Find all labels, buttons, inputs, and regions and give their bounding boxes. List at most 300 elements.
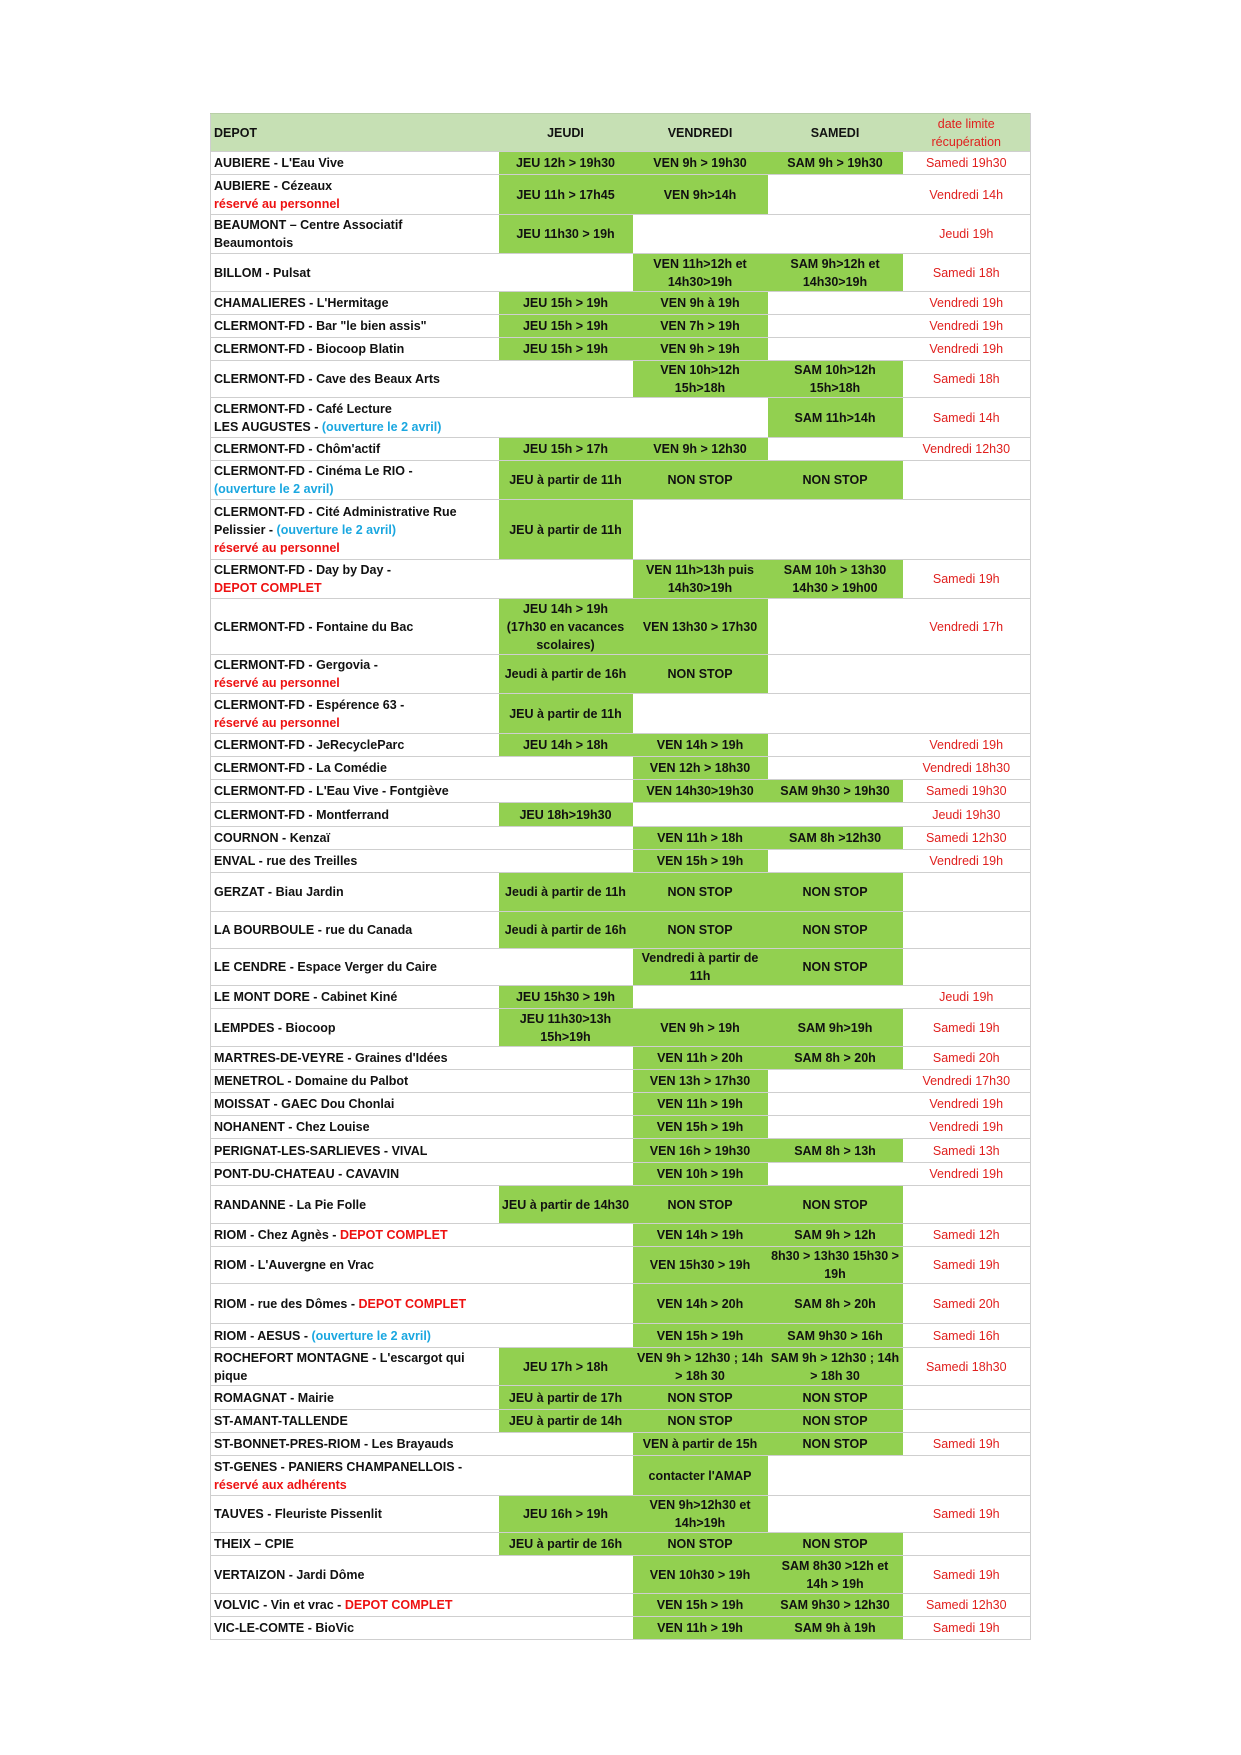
depot-note-opening: (ouverture le 2 avril)	[311, 1328, 431, 1343]
slot-samedi: SAM 8h >12h30	[768, 827, 903, 850]
depot-name	[211, 694, 499, 734]
table-row	[211, 292, 1031, 315]
slot-samedi: NON STOP	[768, 873, 903, 912]
table-row	[211, 1456, 1031, 1496]
table-row	[211, 803, 1031, 827]
slot-samedi: SAM 9h > 12h	[768, 1224, 903, 1247]
depot-name	[211, 1009, 499, 1047]
slot-samedi	[768, 292, 903, 315]
slot-jeudi: JEU 17h > 18h	[499, 1348, 633, 1386]
depot-name-text: RANDANNE - La Pie Folle	[214, 1197, 367, 1212]
slot-jeudi	[499, 1139, 633, 1163]
depot-note-red: DEPOT COMPLET	[358, 1296, 467, 1311]
date-limite: Jeudi 19h	[903, 986, 1031, 1009]
table-row	[211, 873, 1031, 912]
depot-name-text: CLERMONT-FD - JeRecycleParc	[214, 738, 405, 752]
depot-name-text: CLERMONT-FD - Espérence 63 -	[214, 697, 405, 712]
depot-note-opening: (ouverture le 2 avril)	[321, 419, 442, 434]
table-row	[211, 1533, 1031, 1556]
date-limite	[903, 912, 1031, 949]
date-limite: Samedi 19h	[903, 1247, 1031, 1284]
slot-vendredi: VEN 9h > 19h	[633, 338, 768, 361]
table-row	[211, 1617, 1031, 1640]
depot-name-text: LA BOURBOULE - rue du Canada	[214, 923, 413, 937]
table-row	[211, 1224, 1031, 1247]
slot-jeudi: JEU 15h > 19h	[499, 292, 633, 315]
depot-name	[211, 1116, 499, 1139]
date-limite	[903, 1186, 1031, 1224]
depot-name-text: RIOM - Chez Agnès -	[214, 1228, 340, 1242]
slot-samedi: SAM 9h30 > 19h30	[768, 780, 903, 803]
slot-jeudi	[499, 1047, 633, 1070]
date-limite: Samedi 20h	[903, 1284, 1031, 1324]
date-limite: Vendredi 12h30	[903, 438, 1031, 461]
depot-name	[211, 1093, 499, 1116]
table-row	[211, 254, 1031, 292]
depot-name-text: COURNON - Kenzaï	[214, 831, 330, 845]
slot-jeudi	[499, 1556, 633, 1594]
slot-jeudi: JEU 15h > 19h	[499, 315, 633, 338]
depot-name-text: CLERMONT-FD - Gergovia -	[214, 658, 378, 672]
date-limite: Samedi 12h30	[903, 827, 1031, 850]
date-limite: Vendredi 19h	[903, 1163, 1031, 1186]
depot-name-text: THEIX – CPIE	[214, 1537, 294, 1551]
depot-name-text: VOLVIC - Vin et vrac -	[214, 1598, 345, 1612]
table-row	[211, 338, 1031, 361]
table-row	[211, 694, 1031, 734]
slot-samedi: NON STOP	[768, 1533, 903, 1556]
table-row	[211, 599, 1031, 655]
depot-name-text: CLERMONT-FD - Montferrand	[214, 807, 389, 822]
slot-vendredi: VEN 9h > 19h	[633, 1009, 768, 1047]
depot-name	[211, 215, 499, 254]
slot-vendredi: VEN 9h > 19h30	[633, 152, 768, 175]
slot-jeudi	[499, 780, 633, 803]
slot-vendredi: VEN 11h > 20h	[633, 1047, 768, 1070]
depot-name	[211, 949, 499, 986]
slot-samedi: SAM 9h > 19h30	[768, 152, 903, 175]
slot-jeudi: JEU 12h > 19h30	[499, 152, 633, 175]
depot-name	[211, 1139, 499, 1163]
slot-vendredi: NON STOP	[633, 912, 768, 949]
slot-jeudi	[499, 949, 633, 986]
table-row	[211, 1247, 1031, 1284]
date-limite	[903, 694, 1031, 734]
depot-name-text: CLERMONT-FD - Bar "le bien assis"	[214, 319, 427, 333]
slot-samedi: 8h30 > 13h30 15h30 > 19h	[768, 1247, 903, 1284]
depot-name	[211, 1247, 499, 1284]
table-row	[211, 560, 1031, 599]
depot-name-text: Pelissier -	[214, 522, 277, 537]
table-row	[211, 1324, 1031, 1348]
depot-name	[211, 1224, 499, 1247]
slot-vendredi	[633, 986, 768, 1009]
table-row	[211, 215, 1031, 254]
depot-name	[211, 560, 499, 599]
depot-name-text: LE MONT DORE - Cabinet Kiné	[214, 990, 398, 1004]
slot-vendredi: NON STOP	[633, 1386, 768, 1410]
table-row	[211, 1186, 1031, 1224]
slot-vendredi: VEN 11h > 19h	[633, 1617, 768, 1640]
date-limite: Vendredi 19h	[903, 292, 1031, 315]
slot-vendredi: VEN 13h > 17h30	[633, 1070, 768, 1093]
depot-name	[211, 912, 499, 949]
depot-name	[211, 986, 499, 1009]
slot-jeudi: JEU à partir de 11h	[499, 694, 633, 734]
slot-samedi: SAM 9h30 > 16h	[768, 1324, 903, 1348]
slot-samedi: NON STOP	[768, 1186, 903, 1224]
depot-name	[211, 398, 499, 438]
slot-samedi	[768, 1070, 903, 1093]
depot-name	[211, 599, 499, 655]
depot-note-red: réservé au personnel	[214, 196, 340, 211]
slot-vendredi: VEN 11h>13h puis 14h30>19h	[633, 560, 768, 599]
slot-samedi	[768, 599, 903, 655]
depot-name-text: ST-GENES - PANIERS CHAMPANELLOIS -	[214, 1459, 463, 1474]
slot-samedi: SAM 8h > 20h	[768, 1047, 903, 1070]
depot-name-text: CLERMONT-FD - Day by Day -	[214, 563, 392, 577]
table-row	[211, 438, 1031, 461]
slot-jeudi	[499, 361, 633, 398]
depot-note-red: réservé au personnel	[214, 715, 340, 730]
table-row	[211, 1139, 1031, 1163]
slot-jeudi: JEU à partir de 16h	[499, 1533, 633, 1556]
slot-vendredi: VEN 10h>12h 15h>18h	[633, 361, 768, 398]
table-row	[211, 1284, 1031, 1324]
depot-name-text: MOISSAT - GAEC Dou Chonlai	[214, 1097, 395, 1111]
slot-samedi: SAM 10h > 13h30 14h30 > 19h00	[768, 560, 903, 599]
depot-name	[211, 1433, 499, 1456]
table-row	[211, 1410, 1031, 1433]
depot-name-text: CLERMONT-FD - Chôm'actif	[214, 442, 381, 456]
date-limite: Samedi 19h	[903, 1433, 1031, 1456]
slot-vendredi: VEN 14h > 19h	[633, 734, 768, 757]
slot-jeudi: JEU 11h30>13h 15h>19h	[499, 1009, 633, 1047]
depot-name-text: CLERMONT-FD - Cité Administrative Rue	[214, 504, 457, 519]
table-row	[211, 655, 1031, 694]
slot-vendredi: VEN 11h > 19h	[633, 1093, 768, 1116]
depot-name-text: RIOM - L'Auvergne en Vrac	[214, 1258, 374, 1272]
table-row	[211, 1348, 1031, 1386]
date-limite	[903, 1456, 1031, 1496]
table-row	[211, 1556, 1031, 1594]
slot-vendredi: VEN 9h à 19h	[633, 292, 768, 315]
depot-name	[211, 500, 499, 560]
slot-samedi: NON STOP	[768, 461, 903, 500]
depot-name-text: CLERMONT-FD - Fontaine du Bac	[214, 619, 414, 634]
slot-samedi: SAM 11h>14h	[768, 398, 903, 438]
slot-samedi: SAM 9h>19h	[768, 1009, 903, 1047]
slot-vendredi: NON STOP	[633, 1186, 768, 1224]
slot-jeudi: JEU 14h > 18h	[499, 734, 633, 757]
depot-name-text: PERIGNAT-LES-SARLIEVES - VIVAL	[214, 1143, 428, 1158]
depot-note-red: réservé aux adhérents	[214, 1477, 347, 1492]
depot-name-text: PONT-DU-CHATEAU - CAVAVIN	[214, 1167, 400, 1181]
depot-name	[211, 1186, 499, 1224]
depot-name	[211, 757, 499, 780]
slot-samedi: NON STOP	[768, 1433, 903, 1456]
slot-vendredi: VEN 15h30 > 19h	[633, 1247, 768, 1284]
slot-samedi: SAM 10h>12h 15h>18h	[768, 361, 903, 398]
depot-name-text: NOHANENT - Chez Louise	[214, 1120, 370, 1134]
slot-jeudi	[499, 1284, 633, 1324]
date-limite: Vendredi 19h	[903, 338, 1031, 361]
depot-note-opening: (ouverture le 2 avril)	[276, 522, 397, 537]
slot-vendredi: NON STOP	[633, 1533, 768, 1556]
depot-name-text: CLERMONT-FD - Café Lecture	[214, 401, 392, 416]
depot-name	[211, 1163, 499, 1186]
slot-vendredi: VEN 9h>12h30 et 14h>19h	[633, 1496, 768, 1533]
date-limite	[903, 1386, 1031, 1410]
slot-jeudi: JEU 11h30 > 19h	[499, 215, 633, 254]
slot-jeudi	[499, 1247, 633, 1284]
date-limite	[903, 1533, 1031, 1556]
date-limite	[903, 949, 1031, 986]
header-date-limite: date limite récupération	[903, 114, 1031, 152]
date-limite: Samedi 12h30	[903, 1594, 1031, 1617]
table-row	[211, 827, 1031, 850]
slot-vendredi: VEN 14h30>19h30	[633, 780, 768, 803]
slot-jeudi: Jeudi à partir de 11h	[499, 873, 633, 912]
slot-jeudi	[499, 1617, 633, 1640]
depot-name-text: GERZAT - Biau Jardin	[214, 885, 344, 899]
date-limite: Samedi 20h	[903, 1047, 1031, 1070]
slot-jeudi	[499, 1594, 633, 1617]
slot-vendredi: contacter l'AMAP	[633, 1456, 768, 1496]
slot-vendredi: VEN à partir de 15h	[633, 1433, 768, 1456]
date-limite: Vendredi 19h	[903, 1093, 1031, 1116]
table-row	[211, 1116, 1031, 1139]
slot-jeudi	[499, 560, 633, 599]
slot-jeudi: JEU 14h > 19h (17h30 en vacances scolaires)	[499, 599, 633, 655]
table-row	[211, 1594, 1031, 1617]
depot-name-text: ST-AMANT-TALLENDE	[214, 1414, 348, 1428]
depot-name-text: VERTAIZON - Jardi Dôme	[214, 1567, 365, 1582]
slot-jeudi: JEU à partir de 14h	[499, 1410, 633, 1433]
slot-vendredi: VEN 14h > 20h	[633, 1284, 768, 1324]
depot-name	[211, 827, 499, 850]
date-limite	[903, 500, 1031, 560]
slot-jeudi: JEU 16h > 19h	[499, 1496, 633, 1533]
depot-name-text: Beaumontois	[214, 236, 294, 250]
slot-vendredi: Vendredi à partir de 11h	[633, 949, 768, 986]
depot-name-text: ROCHEFORT MONTAGNE - L'escargot qui	[214, 1350, 465, 1365]
depot-name	[211, 254, 499, 292]
date-limite: Vendredi 19h	[903, 315, 1031, 338]
date-limite: Samedi 19h	[903, 1009, 1031, 1047]
date-limite: Vendredi 17h	[903, 599, 1031, 655]
depot-name-text: LE CENDRE - Espace Verger du Caire	[214, 960, 437, 974]
depot-name	[211, 873, 499, 912]
slot-vendredi: VEN 11h>12h et 14h30>19h	[633, 254, 768, 292]
slot-vendredi: VEN 11h > 18h	[633, 827, 768, 850]
depot-name	[211, 1386, 499, 1410]
depot-name	[211, 780, 499, 803]
depot-name-text: CLERMONT-FD - Cinéma Le RIO -	[214, 464, 413, 478]
slot-jeudi: JEU à partir de 14h30	[499, 1186, 633, 1224]
depot-name-text: MENETROL - Domaine du Palbot	[214, 1074, 409, 1088]
depot-name-text: ST-BONNET-PRES-RIOM - Les Brayauds	[214, 1437, 454, 1451]
slot-vendredi: VEN 10h > 19h	[633, 1163, 768, 1186]
depot-name	[211, 1496, 499, 1533]
slot-samedi: NON STOP	[768, 912, 903, 949]
depot-name	[211, 1556, 499, 1594]
depot-name	[211, 1456, 499, 1496]
depot-note-opening: (ouverture le 2 avril)	[214, 482, 334, 496]
table-row	[211, 1496, 1031, 1533]
slot-samedi: NON STOP	[768, 949, 903, 986]
slot-jeudi	[499, 1093, 633, 1116]
depot-name	[211, 1047, 499, 1070]
depot-name-text: VIC-LE-COMTE - BioVic	[214, 1621, 355, 1635]
depot-name-text: pique	[214, 1368, 248, 1383]
depot-name	[211, 315, 499, 338]
slot-vendredi: VEN 7h > 19h	[633, 315, 768, 338]
slot-vendredi: VEN 12h > 18h30	[633, 757, 768, 780]
slot-samedi	[768, 175, 903, 215]
depot-name	[211, 1348, 499, 1386]
depot-name	[211, 734, 499, 757]
slot-vendredi: VEN 10h30 > 19h	[633, 1556, 768, 1594]
date-limite	[903, 873, 1031, 912]
slot-jeudi	[499, 850, 633, 873]
date-limite: Samedi 13h	[903, 1139, 1031, 1163]
table-row	[211, 315, 1031, 338]
slot-samedi	[768, 215, 903, 254]
slot-vendredi: NON STOP	[633, 655, 768, 694]
depot-schedule-table	[210, 113, 1031, 1640]
slot-jeudi: JEU à partir de 11h	[499, 500, 633, 560]
table-row	[211, 500, 1031, 560]
depot-name	[211, 361, 499, 398]
slot-samedi: NON STOP	[768, 1386, 903, 1410]
slot-jeudi: Jeudi à partir de 16h	[499, 655, 633, 694]
date-limite	[903, 461, 1031, 500]
date-limite: Samedi 16h	[903, 1324, 1031, 1348]
slot-samedi	[768, 1496, 903, 1533]
date-limite: Vendredi 18h30	[903, 757, 1031, 780]
slot-samedi	[768, 850, 903, 873]
slot-samedi	[768, 438, 903, 461]
date-limite: Vendredi 14h	[903, 175, 1031, 215]
slot-samedi: SAM 9h à 19h	[768, 1617, 903, 1640]
slot-jeudi: JEU 15h30 > 19h	[499, 986, 633, 1009]
table-row	[211, 398, 1031, 438]
table-row	[211, 1386, 1031, 1410]
table-row	[211, 850, 1031, 873]
depot-name	[211, 1284, 499, 1324]
slot-samedi: SAM 8h > 13h	[768, 1139, 903, 1163]
slot-vendredi: NON STOP	[633, 873, 768, 912]
depot-name-text: ROMAGNAT - Mairie	[214, 1390, 334, 1405]
slot-samedi	[768, 1116, 903, 1139]
slot-samedi	[768, 694, 903, 734]
date-limite: Jeudi 19h	[903, 215, 1031, 254]
date-limite	[903, 655, 1031, 694]
slot-jeudi	[499, 1433, 633, 1456]
slot-jeudi: JEU 18h>19h30	[499, 803, 633, 827]
slot-vendredi: NON STOP	[633, 1410, 768, 1433]
depot-name-text: CLERMONT-FD - Cave des Beaux Arts	[214, 372, 440, 386]
table-row	[211, 175, 1031, 215]
slot-vendredi: VEN 9h > 12h30 ; 14h > 18h 30	[633, 1348, 768, 1386]
slot-jeudi	[499, 1116, 633, 1139]
slot-vendredi: VEN 13h30 > 17h30	[633, 599, 768, 655]
depot-name-text: RIOM - rue des Dômes -	[214, 1296, 359, 1311]
depot-note-red: DEPOT COMPLET	[214, 581, 322, 595]
slot-vendredi: VEN 14h > 19h	[633, 1224, 768, 1247]
slot-vendredi	[633, 500, 768, 560]
date-limite: Samedi 19h30	[903, 152, 1031, 175]
depot-name	[211, 438, 499, 461]
slot-samedi	[768, 757, 903, 780]
slot-jeudi	[499, 398, 633, 438]
depot-name-text: CLERMONT-FD - L'Eau Vive - Fontgiève	[214, 784, 449, 798]
depot-name	[211, 152, 499, 175]
table-row	[211, 780, 1031, 803]
depot-name-text: BEAUMONT – Centre Associatif	[214, 218, 403, 232]
depot-name-text: TAUVES - Fleuriste Pissenlit	[214, 1507, 382, 1521]
depot-name	[211, 292, 499, 315]
slot-vendredi: VEN 16h > 19h30	[633, 1139, 768, 1163]
depot-name	[211, 1594, 499, 1617]
date-limite: Samedi 18h	[903, 254, 1031, 292]
slot-jeudi	[499, 1224, 633, 1247]
slot-samedi	[768, 1456, 903, 1496]
slot-vendredi: VEN 15h > 19h	[633, 850, 768, 873]
date-limite: Samedi 18h	[903, 361, 1031, 398]
depot-name	[211, 1070, 499, 1093]
depot-name-text: CLERMONT-FD - Biocoop Blatin	[214, 342, 405, 356]
slot-jeudi	[499, 1070, 633, 1093]
slot-samedi	[768, 500, 903, 560]
slot-samedi	[768, 986, 903, 1009]
depot-name	[211, 655, 499, 694]
slot-vendredi: VEN 15h > 19h	[633, 1594, 768, 1617]
slot-vendredi	[633, 694, 768, 734]
depot-name-text: RIOM - AESUS -	[214, 1328, 312, 1343]
depot-name	[211, 461, 499, 500]
slot-jeudi: JEU à partir de 11h	[499, 461, 633, 500]
slot-jeudi	[499, 1324, 633, 1348]
table-row	[211, 1070, 1031, 1093]
header-jeudi: JEUDI	[499, 114, 633, 152]
date-limite: Samedi 19h	[903, 1617, 1031, 1640]
depot-name	[211, 850, 499, 873]
date-limite: Samedi 19h	[903, 1556, 1031, 1594]
slot-jeudi	[499, 1163, 633, 1186]
slot-samedi	[768, 803, 903, 827]
date-limite: Samedi 12h	[903, 1224, 1031, 1247]
depot-name	[211, 1324, 499, 1348]
header-depot: DEPOT	[211, 114, 499, 152]
table-row	[211, 1163, 1031, 1186]
table-row	[211, 1093, 1031, 1116]
table-row	[211, 757, 1031, 780]
slot-samedi	[768, 1163, 903, 1186]
slot-samedi	[768, 655, 903, 694]
slot-samedi: SAM 9h>12h et 14h30>19h	[768, 254, 903, 292]
slot-samedi	[768, 734, 903, 757]
depot-name-text: AUBIERE - Cézeaux	[214, 178, 333, 193]
slot-jeudi: JEU à partir de 17h	[499, 1386, 633, 1410]
depot-name	[211, 803, 499, 827]
slot-jeudi: JEU 15h > 19h	[499, 338, 633, 361]
table-row	[211, 734, 1031, 757]
table-row	[211, 949, 1031, 986]
depot-note-red: réservé au personnel	[214, 540, 340, 555]
date-limite: Samedi 19h30	[903, 780, 1031, 803]
